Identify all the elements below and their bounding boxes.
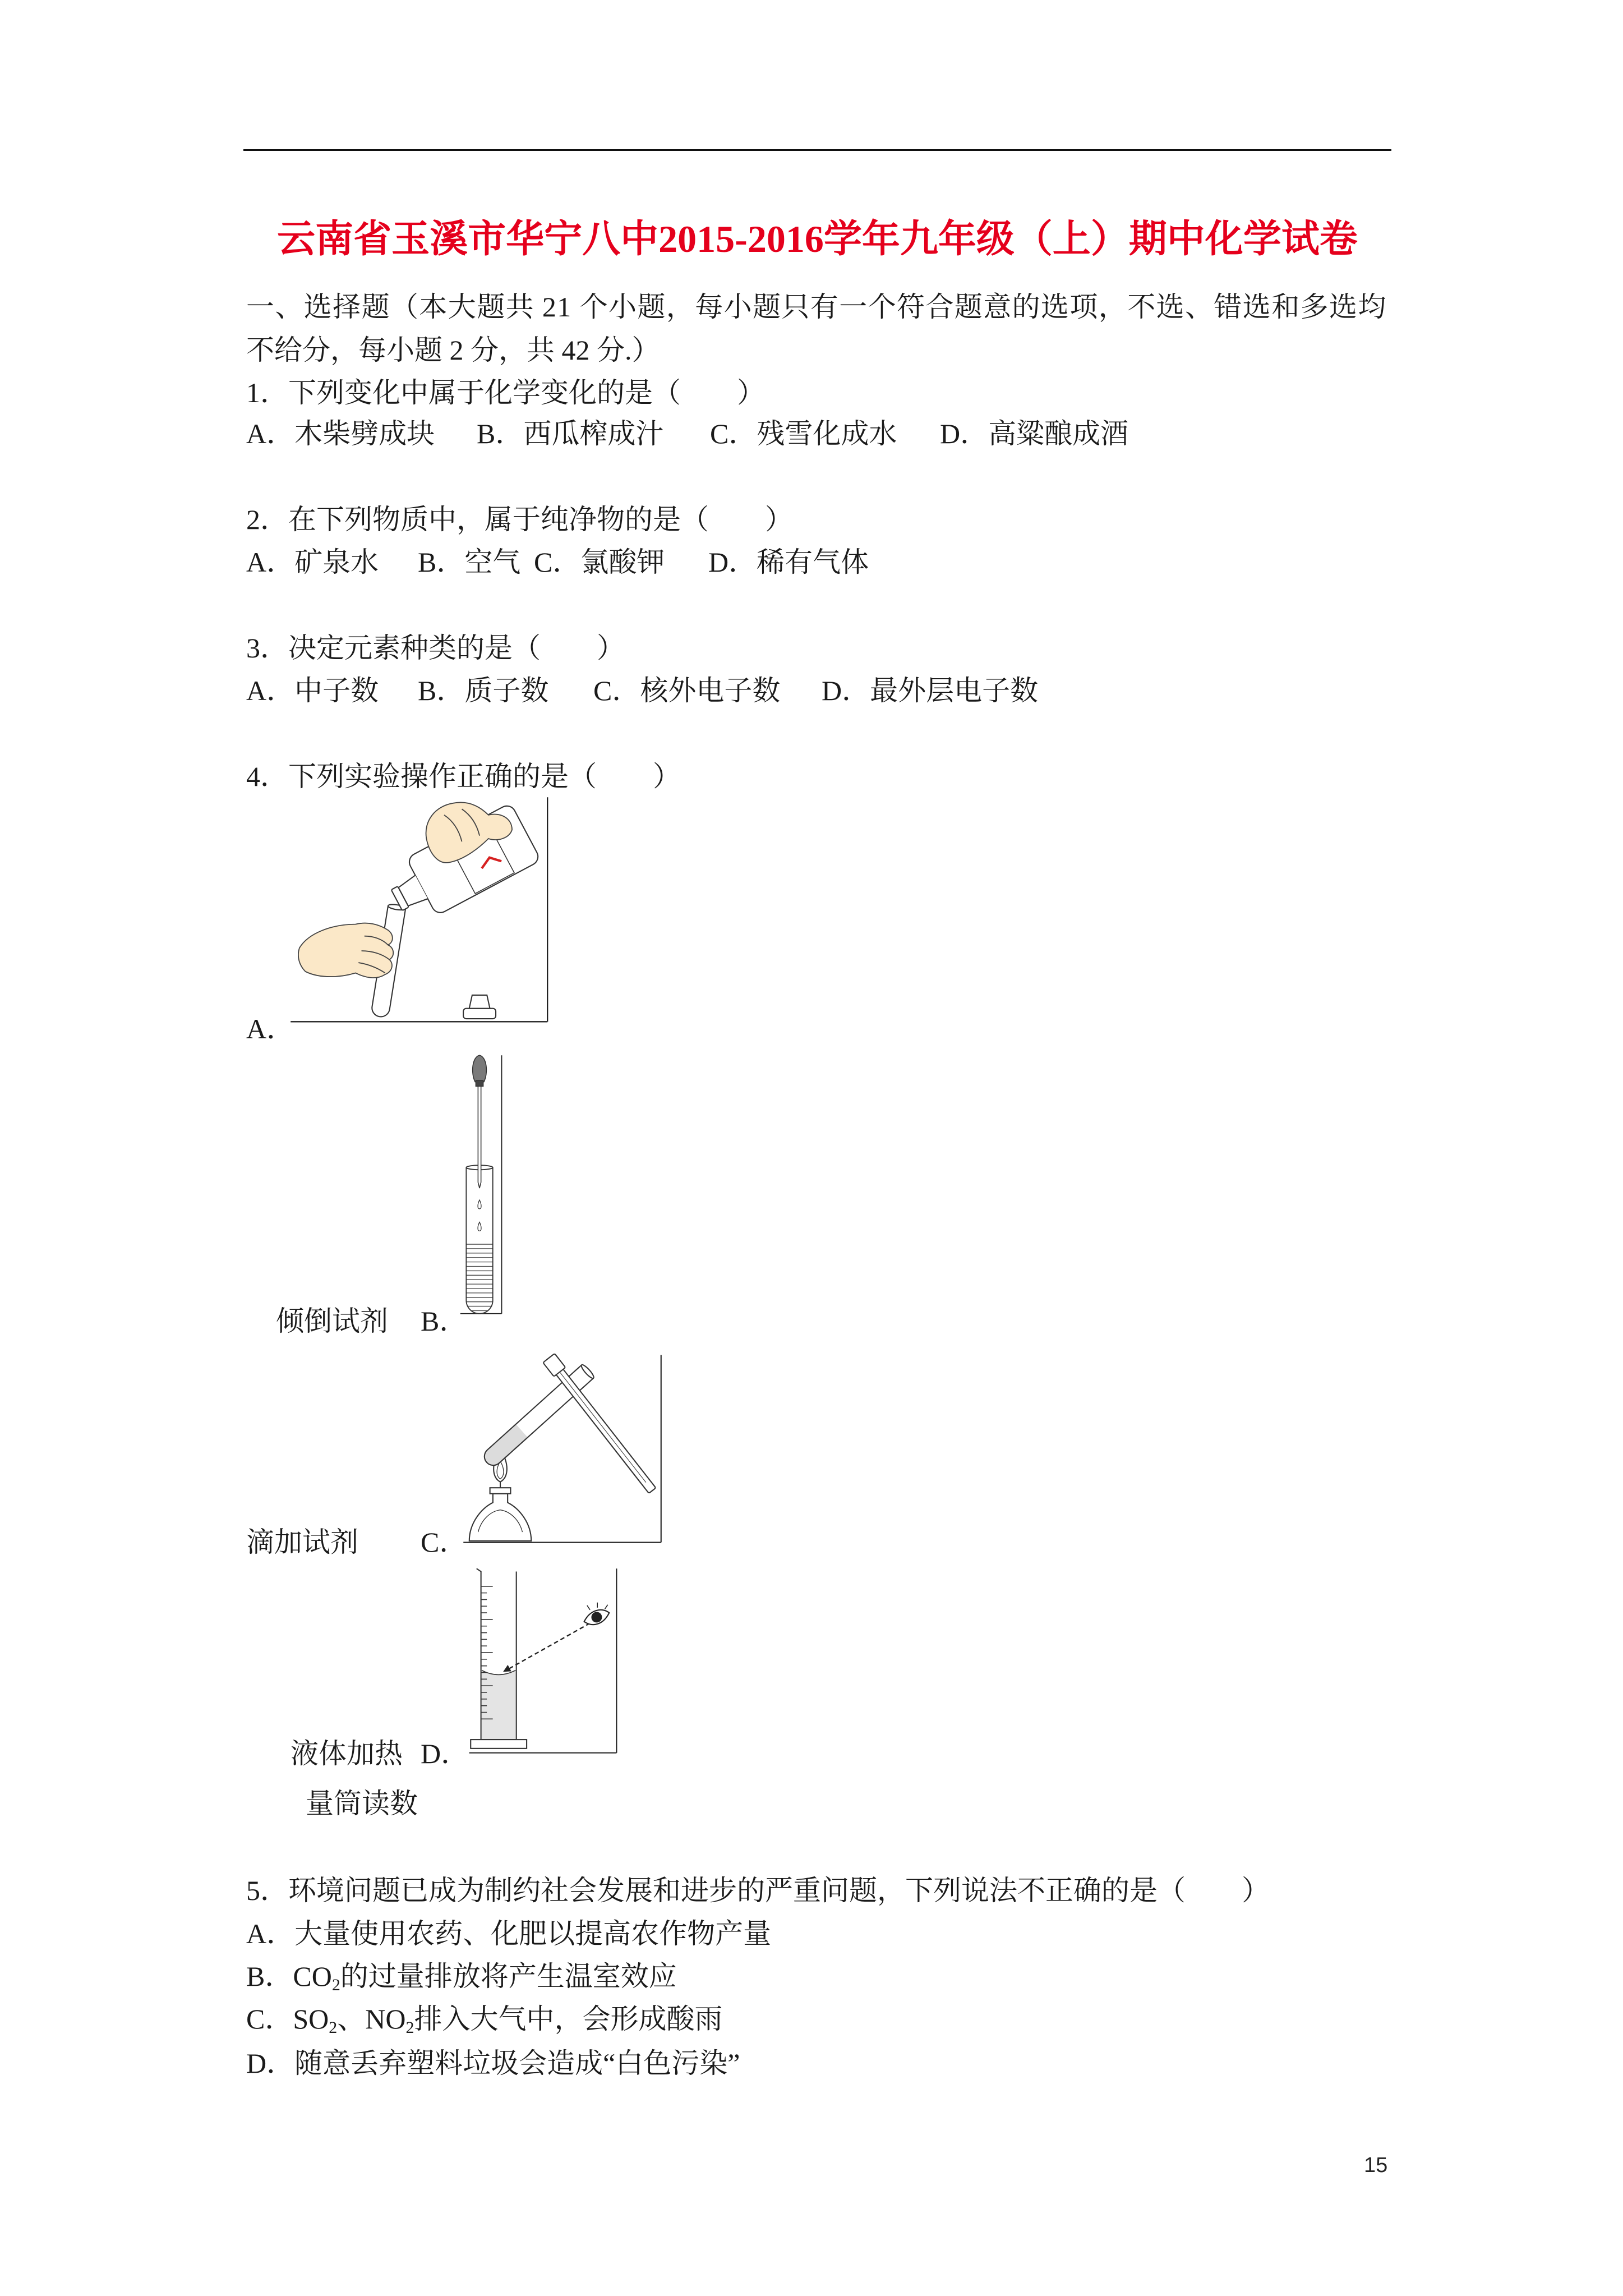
hand-holding-test-tube (298, 923, 393, 978)
question-1-option-a: A．木柴劈成块 (246, 418, 435, 449)
question-4-option-c-caption: 液体加热 (291, 1738, 403, 1769)
question-3-option-d: D．最外层电子数 (822, 675, 1039, 706)
question-1-stem: 1．下列变化中属于化学变化的是（ ） (246, 377, 765, 408)
option-text: C．SO (246, 2003, 329, 2035)
question-2-option-c: C．氯酸钾 (534, 546, 665, 578)
question-2-option-b: B．空气 (418, 546, 521, 578)
header-rule (243, 149, 1391, 151)
liquid-in-test-tube (466, 1244, 492, 1310)
alcohol-lamp (469, 1450, 531, 1541)
question-5-option-b (246, 1955, 677, 1998)
question-4-option-d-label: D． (421, 1738, 469, 1769)
test-tube-holder (543, 1354, 658, 1495)
option-text: A．大量使用农药、化肥以提高农作物产量 (246, 1918, 772, 1949)
figure-b-dropping-reagent (442, 1052, 505, 1317)
question-3-option-a: A．中子数 (246, 675, 379, 706)
dropper (473, 1055, 487, 1188)
question-2-option-d: D．稀有气体 (708, 546, 869, 578)
subscript: 2 (331, 1976, 340, 1994)
question-4-option-d-caption: 量筒读数 (306, 1788, 418, 1819)
section-heading-line-1: 一、选择题（本大题共 21 个小题，每小题只有一个符合题意的选项，不选、错选和多选均 (246, 291, 1387, 323)
question-4-option-b-caption: 滴加试剂 (246, 1526, 358, 1558)
question-4-option-a-label: A． (246, 1013, 295, 1045)
question-4-stem: 4．下列实验操作正确的是（ ） (246, 761, 681, 792)
graduated-cylinder (471, 1568, 527, 1749)
question-4-option-a-caption: 倾倒试剂 (276, 1305, 388, 1337)
question-5-stem: 5．环境问题已成为制约社会发展和进步的严重问题，下列说法不正确的是（ ） (246, 1875, 1270, 1906)
eye-icon (584, 1603, 610, 1625)
question-5-option-a (246, 1912, 771, 1955)
subscript: 2 (329, 2018, 338, 2037)
option-text: 的过量排放将产生温室效应 (340, 1961, 677, 1992)
question-1-option-b: B．西瓜榨成汁 (477, 418, 664, 449)
question-3-option-b: B．质子数 (418, 675, 549, 706)
question-4-option-b-label: B． (421, 1305, 468, 1337)
option-text: 排入大气中，会形成酸雨 (414, 2003, 723, 2035)
page-title: 云南省玉溪市华宁八中2015-2016学年九年级（上）期中化学试卷 (277, 218, 1358, 260)
liquid-drops (478, 1200, 481, 1231)
option-text: B．CO (246, 1961, 332, 1992)
question-4-option-c-label: C． (421, 1526, 468, 1558)
question-1-option-c: C．残雪化成水 (710, 418, 897, 449)
figure-a-pouring-reagent (291, 794, 549, 1023)
section-heading-line-2: 不给分，每小题 2 分，共 42 分.） (246, 334, 660, 366)
figure-c-heating-liquid (460, 1352, 664, 1545)
page-number: 15 (1364, 2154, 1388, 2177)
subscript: 2 (405, 2018, 414, 2037)
question-3-stem: 3．决定元素种类的是（ ） (246, 632, 625, 664)
test-tube (481, 1363, 595, 1469)
question-3-option-c: C．核外电子数 (593, 675, 781, 706)
question-2-stem: 2．在下列物质中，属于纯净物的是（ ） (246, 504, 793, 535)
option-text: D．随意丢弃塑料垃圾会造成“白色污染” (246, 2047, 740, 2079)
question-1-option-d: D．高粱酿成酒 (940, 418, 1129, 449)
option-text: 、NO (337, 2003, 406, 2035)
question-2-option-a: A．矿泉水 (246, 546, 379, 578)
question-5-option-c (246, 1998, 722, 2040)
bottle-stopper (463, 995, 496, 1019)
figure-d-reading-cylinder (466, 1566, 620, 1756)
question-5-option-d (246, 2042, 740, 2085)
